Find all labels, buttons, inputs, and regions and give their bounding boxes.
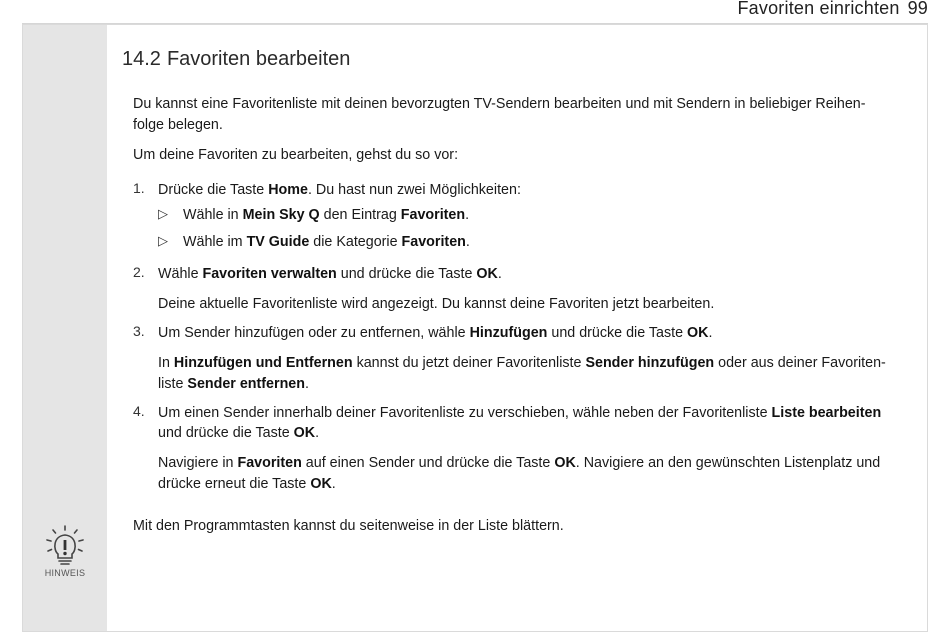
- lead-paragraph: Um deine Favoriten zu bearbeiten, gehst du so vor:: [133, 147, 459, 163]
- section-heading: [122, 48, 350, 71]
- hint-text: Mit den Programmtasten kannst du seitenweise in der Liste blättern.: [133, 518, 564, 534]
- step-4-text-line-2: und drücke die Taste OK.: [158, 425, 320, 441]
- header-title: Favoriten einrichten: [737, 0, 900, 18]
- hint-label: HINWEIS: [44, 568, 86, 578]
- section-number: 14.2: [122, 48, 161, 70]
- hint-marker: [23, 525, 107, 578]
- step-4-note-line-2: drücke erneut die Taste OK.: [158, 476, 336, 492]
- step-3-note-line-1: In Hinzufügen und Entfernen kannst du jetzt deiner Favoritenliste Sender hinzufügen oder aus deiner Favoriten-: [158, 355, 886, 371]
- triangle-bullet-icon: ▷: [158, 206, 168, 221]
- step-1-option-1: Wähle in Mein Sky Q den Eintrag Favoriten.: [183, 207, 470, 223]
- step-4-note-line-1: Navigiere in Favoriten auf einen Sender und drücke die Taste OK. Navigiere an den gewünschten Listenplatz und: [158, 455, 881, 471]
- page-content-box: [22, 24, 928, 632]
- running-header: [737, 0, 928, 19]
- step-1-marker: 1.: [133, 180, 145, 196]
- step-2-text: Wähle Favoriten verwalten und drücke die Taste OK.: [158, 266, 502, 282]
- step-3-marker: 3.: [133, 323, 145, 339]
- step-4-text-line-1: Um einen Sender innerhalb deiner Favoritenliste zu verschieben, wähle neben der Favoritenliste Liste bearbeiten: [158, 405, 882, 421]
- intro-line-2: folge belegen.: [133, 117, 223, 133]
- step-1-option-2: Wähle im TV Guide die Kategorie Favoriten.: [183, 234, 470, 250]
- step-4-marker: 4.: [133, 403, 145, 419]
- lightbulb-icon: [45, 525, 85, 567]
- step-2-marker: 2.: [133, 264, 145, 280]
- triangle-bullet-icon: ▷: [158, 233, 168, 248]
- step-3-text: Um Sender hinzufügen oder zu entfernen, wähle Hinzufügen und drücke die Taste OK.: [158, 325, 713, 341]
- step-3-note-line-2: liste Sender entfernen.: [158, 376, 309, 392]
- margin-column: [23, 25, 107, 631]
- page-number: 99: [907, 0, 928, 18]
- intro-line-1: Du kannst eine Favoritenliste mit deinen bevorzugten TV-Sendern bearbeiten und mit Sendern in beliebiger Reihen-: [133, 96, 866, 112]
- step-1-text: Drücke die Taste Home. Du hast nun zwei Möglichkeiten:: [158, 182, 521, 198]
- step-2-note: Deine aktuelle Favoritenliste wird angezeigt. Du kannst deine Favoriten jetzt bearbeiten.: [158, 296, 715, 312]
- section-title: Favoriten bearbeiten: [166, 48, 351, 70]
